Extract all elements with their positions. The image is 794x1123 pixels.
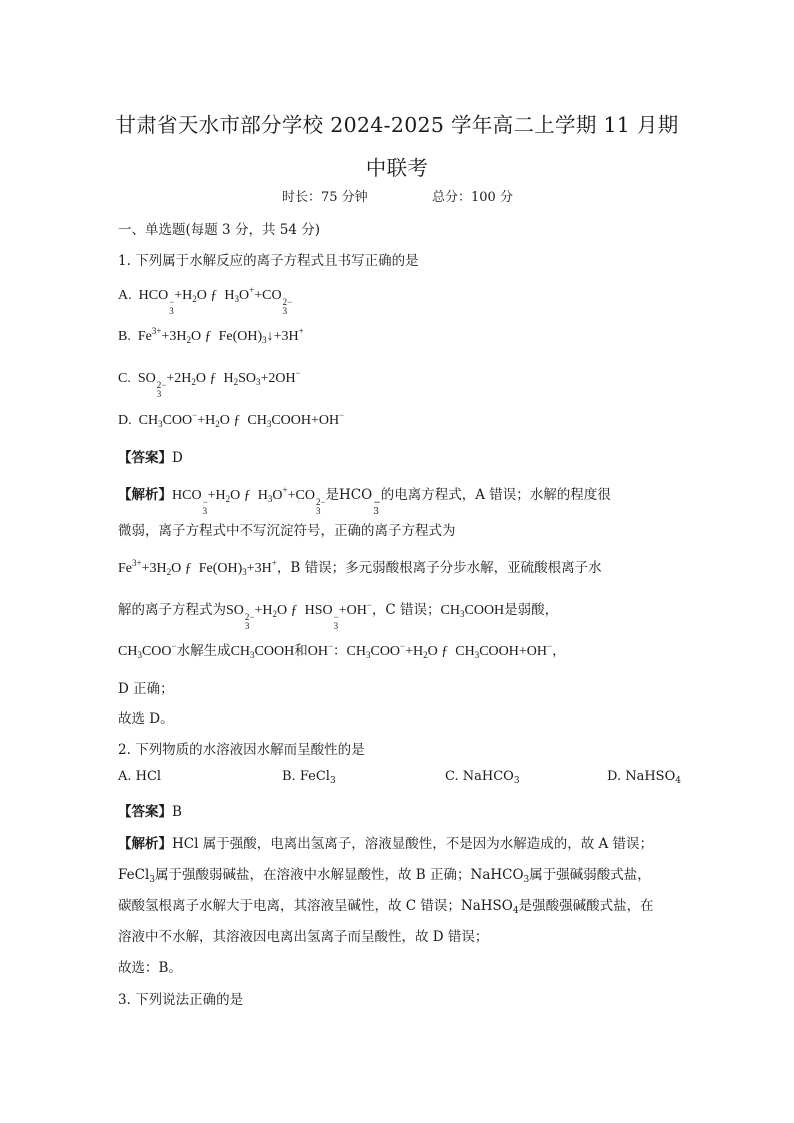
question-2-stem: 2. 下列物质的水溶液因水解而呈酸性的是 <box>118 742 365 758</box>
q1-option-a: A. HCO − 3 $+H_2O$ ƒ $H_3O^++CO$ 2− 3 <box>118 285 293 316</box>
question-3-stem: 3. 下列说法正确的是 <box>118 992 244 1008</box>
q1-explanation-line-5: $CH_3COO^-$水解生成$CH_3COOH$和OH−：$CH_3COO^-+H_2O$ ƒ $CH_3COOH+OH^-$， <box>118 641 566 660</box>
section-heading: 一、单选题(每题 3 分，共 54 分) <box>118 222 320 238</box>
question-1-stem: 1. 下列属于水解反应的离子方程式且书写正确的是 <box>118 253 419 269</box>
q1-explanation-line-4: 解的离子方程式为SO 2− 3 $+H_2O$ ƒ HSO − 3 +OH−，C 错误；$CH_3COOH$是弱酸， <box>118 600 559 631</box>
total-score-text: 总分：100 分 <box>432 190 513 205</box>
q1-option-c: C. SO 2− 3 $+2H_2O$ ƒ $H_2SO_3+2OH^-$ <box>118 368 301 399</box>
q2-explanation-line-3: 碳酸氢根离子水解大于电离，其溶液呈碱性，故 C 错误；NaHSO$_4$是强酸强碱酸式盐，在 <box>118 898 654 916</box>
q1-explanation-line-2: 微弱，离子方程式中不写沉淀符号，正确的离子方程式为 <box>118 523 456 539</box>
q1-answer: 【答案】D <box>118 450 183 466</box>
q2-explanation-line-1: 【解析】HCl 属于强酸，电离出氢离子，溶液显酸性，不是因为水解造成的，故 A 错误； <box>118 836 654 852</box>
q1-explanation-line-3: $Fe^{3+}+3H_2O$ ƒ $Fe(OH)_3+3H^+$，B 错误；多元弱酸根离子分步水解，亚硫酸根离子水 <box>118 558 602 577</box>
q1-explanation-line-1: 【解析】HCO − 3 $+H_2O$ ƒ $H_3O^++CO$ 2− 3 是HCO − 3 的电离方程式，A 错误；水解的程度很 <box>118 485 611 517</box>
title-line-1: 甘肃省天水市部分学校 2024-2025 学年高二上学期 11 月期 <box>115 113 679 137</box>
q1-conclusion: 故选 D。 <box>118 711 174 727</box>
q2-option-b: B. FeCl$_3$ <box>282 769 336 786</box>
document-title <box>100 104 694 190</box>
q2-answer: 【答案】B <box>118 804 182 820</box>
q2-option-c: C. NaHCO$_3$ <box>445 769 520 786</box>
q1-explanation-line-6: D 正确； <box>118 681 174 697</box>
q2-conclusion: 故选：B。 <box>118 960 182 976</box>
q2-explanation-line-2: FeCl$_3$属于强酸弱碱盐，在溶液中水解显酸性，故 B 正确；NaHCO$_3$属于强碱弱酸式盐， <box>118 867 651 885</box>
duration-text: 时长：75 分钟 <box>282 190 368 205</box>
q1-option-d: D. $CH_3COO^-+H_2O$ ƒ $CH_3COOH+OH^-$ <box>118 410 345 429</box>
q2-option-d: D. NaHSO$_4$ <box>607 769 681 786</box>
q2-explanation-line-4: 溶液中不水解，其溶液因电离出氢离子而呈酸性，故 D 错误； <box>118 929 489 945</box>
q2-option-a: A. HCl <box>118 769 162 784</box>
title-line-2: 中联考 <box>365 156 429 180</box>
q1-option-b: B. $Fe^{3+}+3H_2O$ ƒ $Fe(OH)_3↓+3H^+$ <box>118 326 304 345</box>
